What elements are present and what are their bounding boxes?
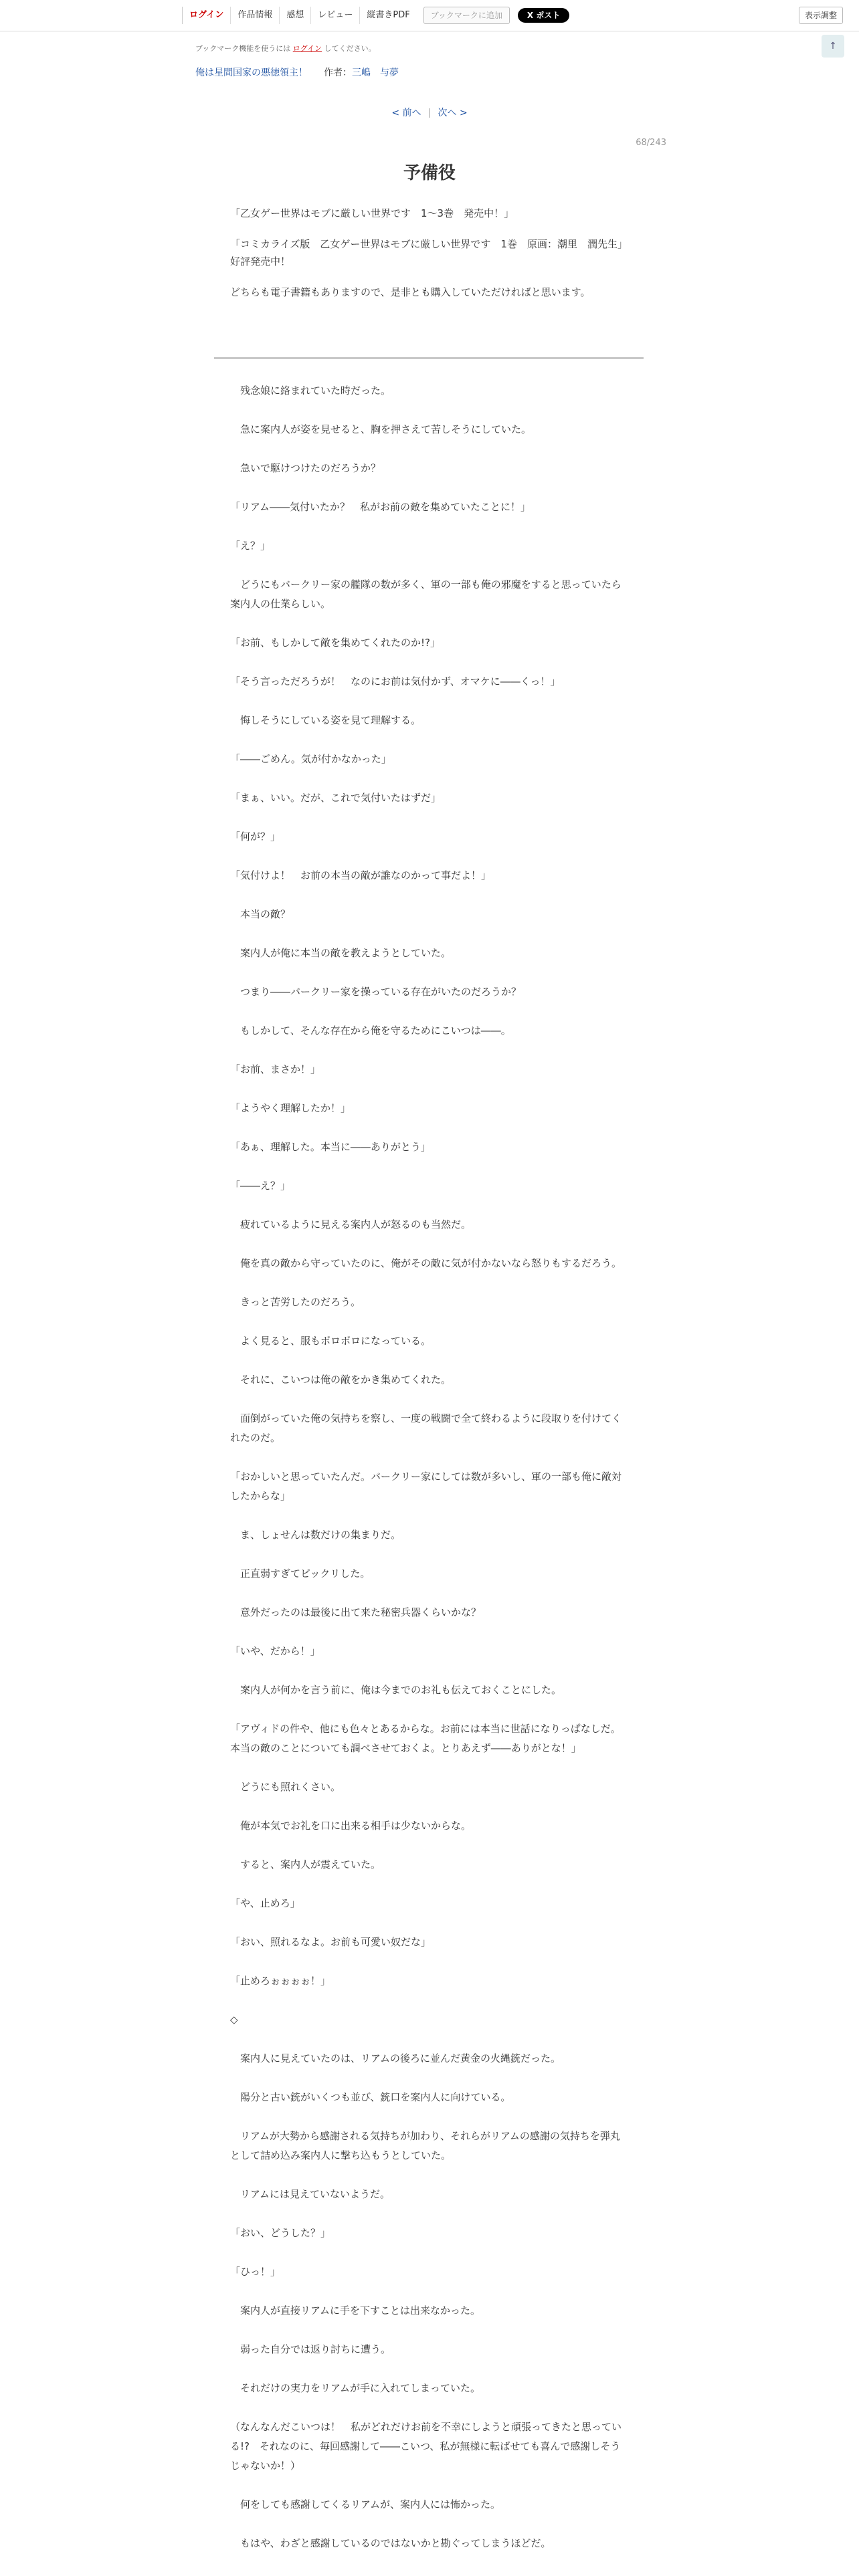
body-paragraph: それに、こいつは俺の敵をかき集めてくれた。	[230, 1374, 452, 1386]
body-paragraph: それだけの実力をリアムが手に入れてしまっていた。	[230, 2382, 480, 2394]
preface	[230, 205, 629, 314]
body-paragraph: ◇	[230, 2014, 238, 2026]
add-bookmark-button[interactable]: ブックマークに追加	[423, 7, 510, 24]
body-paragraph: 「リアム――気付いたか？ 私がお前の敵を集めていたことに！」	[230, 501, 531, 513]
body-paragraph: 「止めろぉぉぉぉ！」	[230, 1975, 331, 1987]
body-paragraph: 意外だったのは最後に出て来た秘密兵器くらいかな？	[230, 1606, 482, 1618]
login-notice	[195, 43, 376, 53]
body-paragraph: どうにも照れくさい。	[230, 1781, 341, 1793]
body-paragraph: 俺を真の敵から守っていたのに、俺がその敵に気が付かないなら怒りもするだろう。	[230, 1257, 622, 1269]
top-menu	[182, 7, 569, 24]
novel-body	[230, 381, 629, 2573]
body-paragraph: 急に案内人が姿を見せると、胸を押さえて苦しそうにしていた。	[230, 423, 532, 435]
body-paragraph: 「え？」	[230, 540, 271, 552]
body-paragraph: よく見ると、服もボロボロになっている。	[230, 1335, 432, 1347]
body-paragraph: 「――ごめん。気が付かなかった」	[230, 753, 391, 765]
body-paragraph: 「何が？」	[230, 831, 281, 843]
work-info-link[interactable]: 作品情報	[230, 7, 279, 24]
author-line	[324, 66, 399, 79]
body-paragraph: つまり――バークリー家を操っている存在がいたのだろうか？	[230, 986, 522, 998]
impressions-link[interactable]: 感想	[279, 7, 310, 24]
preface-divider	[214, 357, 644, 359]
series-title-link[interactable]: 俺は星間国家の悪徳領主！	[195, 68, 308, 78]
body-paragraph: 「ひっ！」	[230, 2266, 281, 2278]
top-navigation-bar	[0, 0, 859, 31]
prev-chapter-link[interactable]: < 前へ	[391, 108, 421, 118]
body-paragraph: すると、案内人が震えていた。	[230, 1858, 381, 1870]
body-paragraph: 「――え？」	[230, 1180, 291, 1192]
body-paragraph: 「いや、だから！」	[230, 1645, 320, 1657]
display-settings-button[interactable]: 表示調整	[799, 7, 843, 24]
body-paragraph: もはや、わざと感謝しているのではないかと勘ぐってしまうほどだ。	[230, 2537, 551, 2549]
body-paragraph: 「お前、まさか！」	[230, 1063, 321, 1075]
body-paragraph: 「おい、照れるなよ。お前も可愛い奴だな」	[230, 1936, 432, 1948]
body-paragraph: 「あぁ、理解した。本当に――ありがとう」	[230, 1141, 431, 1153]
body-paragraph: 「そう言っただろうが！ なのにお前は気付かず、オマケに――くっ！」	[230, 675, 561, 687]
body-paragraph: 残念娘に絡まれていた時だった。	[230, 385, 391, 397]
body-paragraph: 俺が本気でお礼を口に出来る相手は少ないからな。	[230, 1820, 472, 1832]
vertical-pdf-link[interactable]: 縦書きPDF	[359, 7, 416, 24]
body-paragraph: 「おかしいと思っていたんだ。バークリー家にしては数が多いし、軍の一部も俺に敵対したからな」	[230, 1471, 622, 1502]
body-paragraph: 疲れているように見える案内人が怒るのも当然だ。	[230, 1218, 472, 1230]
next-chapter-link[interactable]: 次へ >	[438, 108, 468, 118]
body-paragraph: リアムには見えていないようだ。	[230, 2188, 390, 2200]
body-paragraph: 「アヴィドの件や、他にも色々とあるからな。お前には本当に世話になりっぱなしだ。本当の敵のことについても調べさせておくよ。とりあえず――ありがとな！」	[230, 1723, 621, 1754]
login-link[interactable]: ログイン	[182, 7, 230, 24]
body-paragraph: 案内人が何かを言う前に、俺は今までのお礼も伝えておくことにした。	[230, 1684, 562, 1696]
body-paragraph: 案内人に見えていたのは、リアムの後ろに並んだ黄金の火縄銃だった。	[230, 2052, 561, 2064]
body-paragraph: 正直弱すぎてビックリした。	[230, 1568, 371, 1580]
notice-text-before: ブックマーク機能を使うには	[195, 44, 293, 53]
body-paragraph: きっと苦労したのだろう。	[230, 1296, 361, 1308]
body-paragraph: ま、しょせんは数だけの集まりだ。	[230, 1529, 401, 1541]
body-paragraph: 急いで駆けつけたのだろうか？	[230, 462, 381, 474]
review-link[interactable]: レビュー	[310, 7, 359, 24]
body-paragraph: 案内人が直接リアムに手を下すことは出来なかった。	[230, 2304, 480, 2317]
body-paragraph: 「ようやく理解したか！」	[230, 1102, 351, 1114]
notice-text-after: してください。	[322, 44, 376, 53]
author-name-link[interactable]: 三嶋 与夢	[352, 68, 399, 78]
body-paragraph: 「や、止めろ」	[230, 1897, 300, 1909]
body-paragraph: 「まぁ、いい。だが、これで気付いたはずだ」	[230, 792, 442, 804]
page-top-button[interactable]	[822, 35, 844, 58]
chapter-pager	[0, 106, 859, 119]
preface-paragraph: どちらも電子書籍もありますので、是非とも購入していただければと思います。	[230, 286, 591, 298]
preface-paragraph: 「乙女ゲー世界はモブに厳しい世界です 1〜3巻 発売中！」	[230, 207, 514, 219]
page-number: 68/243	[636, 138, 666, 148]
body-paragraph: 面倒がっていた俺の気持ちを察し、一度の戦闘で全て終わるように段取りを付けてくれたのだ。	[230, 1412, 622, 1444]
preface-paragraph: 「コミカライズ版 乙女ゲー世界はモブに厳しい世界です 1巻 原画：潮里 潤先生」好評発売中！	[230, 238, 628, 267]
body-paragraph: （なんなんだこいつは！ 私がどれだけお前を不幸にしようと頑張ってきたと思っている!? それなのに、毎回感謝して――こいつ、私が無様に転ばせても喜んで感謝しそうじゃないか！）	[230, 2421, 622, 2472]
chapter-title: 予備役	[403, 163, 456, 183]
arrow-up-icon: ↑	[829, 41, 837, 51]
notice-login-link[interactable]: ログイン	[292, 44, 322, 53]
body-paragraph: どうにもバークリー家の艦隊の数が多く、軍の一部も俺の邪魔をすると思っていたら案内人の仕業らしい。	[230, 578, 622, 610]
body-paragraph: 弱った自分では返り討ちに遭う。	[230, 2343, 391, 2355]
body-paragraph: 「おい、どうした？」	[230, 2227, 331, 2239]
body-paragraph: 本当の敵？	[230, 908, 291, 920]
body-paragraph: 陽分と古い銃がいくつも並び、銃口を案内人に向けている。	[230, 2091, 511, 2103]
body-paragraph: 「気付けよ！ お前の本当の敵が誰なのかって事だよ！」	[230, 869, 492, 881]
body-paragraph: 悔しそうにしている姿を見て理解する。	[230, 714, 421, 726]
author-label: 作者：	[324, 68, 352, 78]
body-paragraph: 「お前、もしかして敵を集めてくれたのか!?」	[230, 637, 440, 649]
body-paragraph: 案内人が俺に本当の敵を教えようとしていた。	[230, 947, 452, 959]
x-post-button[interactable]: X ポスト	[518, 8, 569, 23]
body-paragraph: 何をしても感謝してくるリアムが、案内人には怖かった。	[230, 2498, 500, 2510]
body-paragraph: リアムが大勢から感謝される気持ちが加わり、それらがリアムの感謝の気持ちを弾丸として詰め込み案内人に撃ち込もうとしていた。	[230, 2130, 620, 2161]
body-paragraph: もしかして、そんな存在から俺を守るためにこいつは――。	[230, 1025, 511, 1037]
